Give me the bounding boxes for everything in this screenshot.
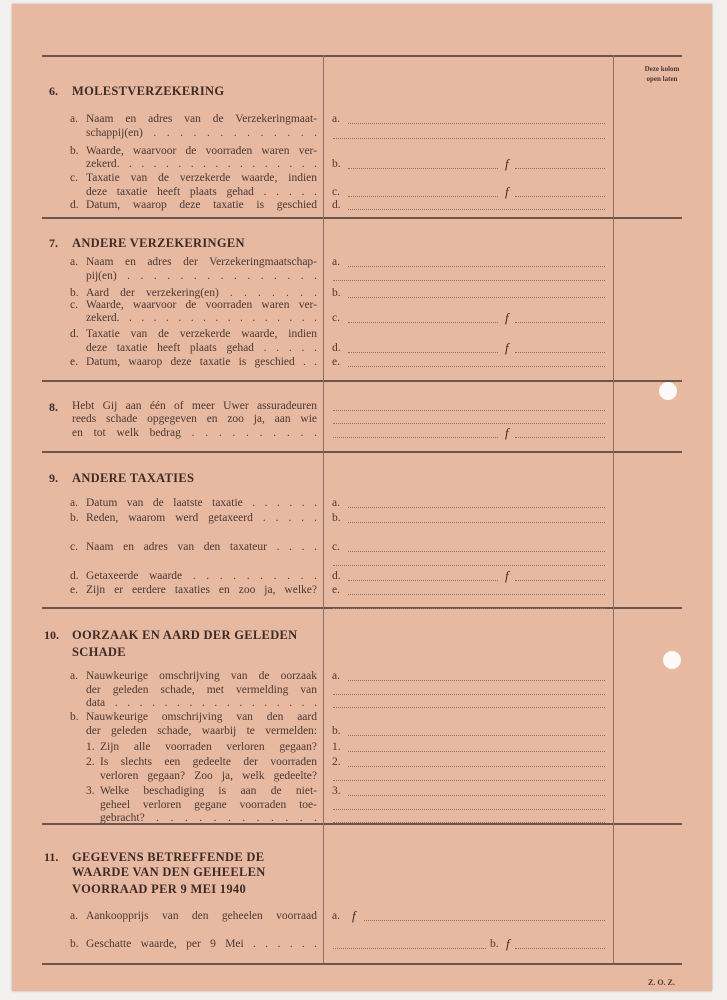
answer-field-line[interactable] — [348, 266, 605, 267]
answer-field-line[interactable] — [348, 322, 498, 323]
item-text: gebracht? . . . . . . . . . . . . — [100, 812, 317, 824]
answer-field-line[interactable] — [333, 948, 486, 949]
answer-label: a. — [332, 256, 340, 268]
item-text: Naam en adres van den taxateur . . . . — [86, 541, 317, 553]
section-number: 9. — [49, 471, 58, 485]
item-text: zekerd. . . . . . . . . . . . . . . . . — [86, 312, 317, 324]
answer-field-line[interactable] — [348, 580, 498, 581]
answer-field-line[interactable] — [515, 352, 605, 353]
item-label: b. — [70, 512, 79, 524]
answer-field-line[interactable] — [333, 410, 605, 411]
answer-label: c. — [332, 312, 340, 324]
section-number: 8. — [49, 400, 58, 414]
answer-label: e. — [332, 584, 340, 596]
answer-field-line[interactable] — [333, 565, 605, 566]
side-column-note-line: open laten — [646, 75, 678, 83]
answer-field-line[interactable] — [333, 423, 605, 424]
answer-label: 3. — [332, 785, 341, 797]
column-divider — [613, 55, 614, 963]
item-text: Reden, waarom werd getaxeerd . . . . . — [86, 512, 317, 524]
answer-field-line[interactable] — [333, 608, 605, 609]
item-label: d. — [70, 199, 79, 211]
item-text: Naam en adres van de Verzekeringmaat- — [86, 113, 317, 125]
section-title: GEGEVENS BETREFFENDE DE — [72, 850, 265, 864]
section-title: VOORRAAD PER 9 MEI 1940 — [72, 882, 247, 896]
section-title: OORZAAK EN AARD DER GELEDEN — [72, 628, 298, 642]
answer-field-line[interactable] — [348, 522, 605, 523]
answer-field-line[interactable] — [333, 138, 605, 139]
answer-label: d. — [332, 342, 341, 354]
answer-field-line[interactable] — [348, 795, 605, 796]
answer-field-line[interactable] — [348, 680, 605, 681]
item-label: b. — [70, 711, 79, 723]
item-label: a. — [70, 670, 78, 682]
section-number: 7. — [49, 236, 58, 250]
answer-field-line[interactable] — [515, 168, 605, 169]
guilder-symbol: f — [506, 936, 510, 951]
answer-field-line[interactable] — [348, 123, 605, 124]
footer-zoz: Z. O. Z. — [648, 978, 675, 987]
answer-label: a. — [332, 670, 340, 682]
item-text: Hebt Gij aan één of meer Uwer assuradeuren — [72, 400, 317, 412]
item-label: c. — [70, 299, 78, 311]
item-label: e. — [70, 356, 78, 368]
item-text: reeds schade opgegeven en zoo ja, aan wie — [72, 413, 317, 425]
answer-field-line[interactable] — [348, 366, 605, 367]
guilder-symbol: f — [505, 156, 509, 171]
item-label: a. — [70, 910, 78, 922]
item-text: Aard der verzekering(en) . . . . . . . — [86, 287, 317, 299]
item-text: deze taxatie heeft plaats gehad . . . . . — [86, 186, 317, 198]
answer-field-line[interactable] — [515, 322, 605, 323]
answer-label: a. — [332, 497, 340, 509]
side-column-note — [632, 64, 692, 84]
item-label: d. — [70, 328, 79, 340]
item-text: geheel verloren gegane voorraden toe- — [100, 799, 317, 811]
guilder-symbol: f — [352, 908, 356, 923]
section-title: WAARDE VAN DEN GEHEELEN — [72, 865, 266, 879]
answer-field-line[interactable] — [348, 551, 605, 552]
form-page — [12, 4, 712, 991]
section-title: ANDERE VERZEKERINGEN — [72, 236, 245, 250]
answer-field-line[interactable] — [333, 707, 605, 708]
guilder-symbol: f — [505, 340, 509, 355]
section-divider — [42, 55, 682, 57]
answer-field-line[interactable] — [515, 196, 605, 197]
side-column-note-line: Deze kolom — [644, 65, 680, 73]
item-text: Waarde, waarvoor de voorraden waren ver- — [86, 299, 317, 311]
item-text: Datum, waarop deze taxatie is geschied — [86, 199, 317, 211]
item-label: a. — [70, 497, 78, 509]
item-label: c. — [70, 541, 78, 553]
answer-field-line[interactable] — [333, 280, 605, 281]
section-title: ANDERE TAXATIES — [72, 471, 195, 485]
punch-hole — [659, 382, 677, 400]
item-text: pij(en) . . . . . . . . . . . . . . . — [86, 270, 317, 282]
section-number: 11. — [44, 850, 59, 864]
answer-label: a. — [332, 113, 340, 125]
section-number: 6. — [49, 84, 58, 98]
guilder-symbol: f — [505, 425, 509, 440]
item-text: Naam en adres der Verzekeringmaatschap- — [86, 256, 317, 268]
item-label: a. — [70, 113, 78, 125]
guilder-symbol: f — [505, 184, 509, 199]
answer-field-line[interactable] — [348, 751, 605, 752]
item-text: zekerd. . . . . . . . . . . . . . . . . — [86, 158, 317, 170]
answer-label: d. — [332, 570, 341, 582]
answer-label: 2. — [332, 756, 341, 768]
section-title: SCHADE — [72, 645, 126, 659]
answer-field-line[interactable] — [348, 209, 605, 210]
answer-field-line[interactable] — [333, 780, 605, 781]
answer-field-line[interactable] — [333, 822, 605, 823]
punch-hole — [663, 651, 681, 669]
section-divider — [42, 217, 682, 219]
answer-field-line[interactable] — [348, 766, 605, 767]
answer-field-line[interactable] — [348, 297, 605, 298]
answer-label: b. — [332, 158, 341, 170]
guilder-symbol: f — [505, 310, 509, 325]
item-text: Taxatie van de verzekerde waarde, indien — [86, 328, 317, 340]
answer-field-line[interactable] — [348, 507, 605, 508]
answer-label: c. — [332, 186, 340, 198]
item-label: 1. — [86, 741, 95, 753]
item-text: Datum, waarop deze taxatie is geschied . . — [86, 356, 317, 368]
guilder-symbol: f — [505, 568, 509, 583]
item-text: Geschatte waarde, per 9 Mei . . . . . . — [86, 938, 317, 950]
answer-label: b. — [332, 287, 341, 299]
answer-label: b. — [332, 725, 341, 737]
answer-label: d. — [332, 199, 341, 211]
answer-field-line[interactable] — [333, 694, 605, 695]
answer-label: b. — [332, 512, 341, 524]
item-label: e. — [70, 584, 78, 596]
item-text: Getaxeerde waarde . . . . . . . . . . — [86, 570, 317, 582]
item-text: en tot welk bedrag . . . . . . . . . . — [72, 427, 317, 439]
item-text: Datum van de laatste taxatie . . . . . . — [86, 497, 317, 509]
answer-field-line[interactable] — [348, 168, 498, 169]
answer-field-line[interactable] — [348, 352, 498, 353]
answer-field-line[interactable] — [348, 196, 498, 197]
answer-field-line[interactable] — [515, 580, 605, 581]
item-label: a. — [70, 256, 78, 268]
item-text: deze taxatie heeft plaats gehad . . . . . — [86, 342, 317, 354]
item-label: d. — [70, 570, 79, 582]
item-text: der geleden schade, waarbij te vermelden: — [86, 725, 317, 737]
section-number: 10. — [44, 628, 59, 642]
item-text: Zijn er eerdere taxaties en zoo ja, welke? — [86, 584, 317, 596]
item-text: Aankoopprijs van den geheelen voorraad — [86, 910, 317, 922]
item-text: Nauwkeurige omschrijving van de oorzaak — [86, 670, 317, 682]
answer-field-line[interactable] — [333, 437, 498, 438]
item-label: b. — [70, 145, 79, 157]
item-label: b. — [70, 938, 79, 950]
item-text: der geleden schade, met vermelding van — [86, 684, 317, 696]
item-text: Is slechts een gedeelte der voorraden — [100, 756, 317, 768]
answer-field-line[interactable] — [348, 594, 605, 595]
item-text: Waarde, waarvoor de voorraden waren ver- — [86, 145, 317, 157]
item-text: data . . . . . . . . . . . . . . . . . — [86, 697, 317, 709]
answer-field-line[interactable] — [333, 809, 605, 810]
answer-field-line[interactable] — [364, 920, 605, 921]
item-text: Zijn alle voorraden verloren gegaan? — [100, 741, 317, 753]
item-label: c. — [70, 172, 78, 184]
item-label: 2. — [86, 756, 95, 768]
item-text: schappij(en) . . . . . . . . . . . . . — [86, 127, 317, 139]
answer-label: b. — [490, 938, 499, 950]
section-title: MOLESTVERZEKERING — [72, 84, 225, 98]
section-divider — [42, 451, 682, 453]
answer-field-line[interactable] — [515, 437, 605, 438]
item-text: verloren gegaan? Zoo ja, welk gedeelte? — [100, 770, 317, 782]
answer-field-line[interactable] — [348, 735, 605, 736]
item-label: b. — [70, 287, 79, 299]
section-divider — [42, 963, 682, 965]
answer-label: 1. — [332, 741, 341, 753]
item-label: 3. — [86, 785, 95, 797]
item-text: Welke beschadiging is aan de niet- — [100, 785, 317, 797]
answer-label: e. — [332, 356, 340, 368]
answer-label: c. — [332, 541, 340, 553]
section-divider — [42, 380, 682, 382]
answer-field-line[interactable] — [515, 948, 605, 949]
column-divider — [323, 55, 324, 963]
item-text: Nauwkeurige omschrijving van den aard — [86, 711, 317, 723]
item-text: Taxatie van de verzekerde waarde, indien — [86, 172, 317, 184]
answer-label: a. — [332, 910, 340, 922]
